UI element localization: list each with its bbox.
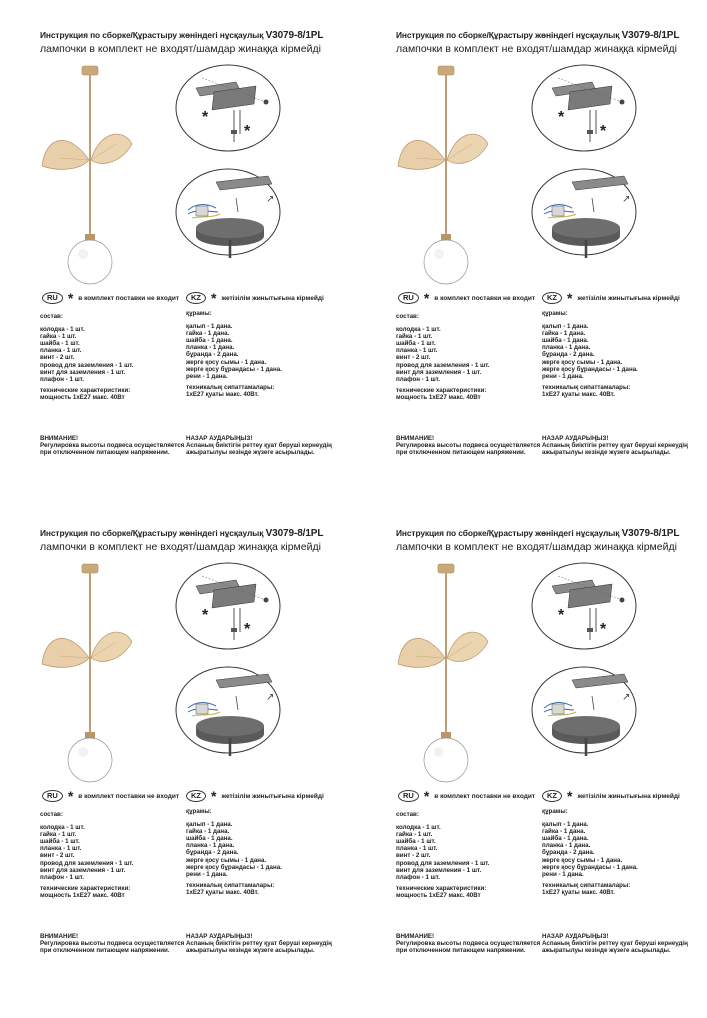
ru-badge: RU [42, 790, 63, 802]
ru-warning [40, 933, 184, 954]
canopy-wiring-diagram [530, 168, 676, 258]
pendant-lamp-illustration [40, 560, 180, 790]
ru-item: винт для заземления - 1 шт. [396, 368, 482, 376]
svg-text:*: * [558, 109, 565, 126]
kz-warning [186, 435, 332, 456]
sheet-subtitle: лампочки в комплект не входят/шамдар жинаққа кірмейді [396, 541, 677, 553]
ru-warning-line: Регулировка высоты подвеса осуществляется [396, 940, 541, 948]
kz-composition-title: құрамы: [542, 310, 568, 317]
asterisk-icon: * [423, 788, 430, 804]
kz-warning [542, 435, 688, 456]
ru-item: шайба - 1 шт. [40, 838, 80, 846]
ru-badge: RU [398, 292, 419, 304]
ru-warning-line: Регулировка высоты подвеса осуществляется [40, 940, 185, 948]
kz-item: шайба - 1 дана. [542, 835, 589, 843]
kz-legend-text: жетізілім жинытығына кірмейді [577, 294, 680, 302]
kz-item: қалып - 1 дана. [186, 323, 233, 331]
ru-composition-title: состав: [40, 811, 63, 818]
ru-item: гайка - 1 шт. [40, 831, 77, 839]
svg-text:*: * [202, 109, 209, 126]
ru-warning-line: при отключенном питающем напряжении. [40, 947, 170, 955]
ru-item: провод для заземления - 1 шт. [40, 361, 134, 369]
kz-legend-text: жетізілім жинытығына кірмейді [577, 792, 680, 800]
kz-warning [542, 933, 688, 954]
kz-warning-line: Аспаның биіктігін реттеу қуат беруші кернеудің [186, 442, 332, 450]
model-number: V3079-8/1PL [621, 528, 680, 539]
kz-item: рени - 1 дана. [186, 870, 228, 878]
asterisk-icon: * [567, 290, 573, 306]
sheet-subtitle: лампочки в комплект не входят/шамдар жинаққа кірмейді [40, 541, 321, 553]
ru-warning [40, 435, 184, 456]
kz-badge: KZ [542, 292, 562, 304]
ru-item: плафон - 1 шт. [40, 375, 84, 383]
kz-item: бұранда - 2 дана. [542, 351, 595, 359]
ru-tech-value: мощность 1xE27 макс. 40Вт [396, 891, 481, 899]
kz-item: гайка - 1 дана. [186, 828, 230, 836]
asterisk-icon: * [567, 788, 573, 804]
canopy-wiring-diagram [530, 666, 676, 756]
ru-legend-text: в комплект поставки не входит [78, 792, 180, 800]
pendant-lamp-illustration [396, 62, 536, 292]
asterisk-icon: * [211, 290, 217, 306]
svg-text:*: * [244, 123, 251, 140]
kz-item: жерге қосу бұрандасы - 1 дана. [542, 863, 638, 871]
kz-item: бұранда - 2 дана. [542, 849, 595, 857]
kz-item: шайба - 1 дана. [186, 835, 233, 843]
ru-composition [396, 313, 489, 401]
ru-item: плафон - 1 шт. [40, 873, 84, 881]
svg-text:↗: ↗ [266, 194, 275, 205]
instruction-sheet [40, 528, 385, 1018]
kz-item: шайба - 1 дана. [186, 337, 233, 345]
svg-text:*: * [244, 621, 251, 638]
ru-composition [40, 313, 133, 401]
ru-item: колодка - 1 шт. [396, 824, 441, 832]
ru-item: провод для заземления - 1 шт. [40, 859, 134, 867]
svg-text:↗: ↗ [266, 692, 275, 703]
kz-warning-line: ажыратылуы кезінде жүзеге асырылады. [186, 947, 315, 955]
ru-badge: RU [42, 292, 63, 304]
kz-item: шайба - 1 дана. [542, 337, 589, 345]
svg-text:↗: ↗ [622, 692, 631, 703]
kz-item: жерге қосу бұрандасы - 1 дана. [186, 365, 282, 373]
ru-item: винт - 2 шт. [40, 354, 75, 362]
title-prefix: Инструкция по сборке/Құрастыру жөніндегі нұсқаулық [40, 30, 264, 40]
ru-item: планка - 1 шт. [396, 845, 438, 853]
kz-composition [186, 310, 282, 398]
ru-tech-title: технические характеристики: [396, 884, 487, 892]
kz-tech-value: 1xE27 қуаты макс. 40Вт. [542, 390, 615, 398]
ru-warning-title: ВНИМАНИЕ! [396, 435, 435, 442]
legend-ru [42, 790, 179, 802]
ru-item: планка - 1 шт. [40, 347, 82, 355]
legend-kz [186, 292, 324, 304]
ru-item: провод для заземления - 1 шт. [396, 859, 490, 867]
kz-composition-title: құрамы: [186, 310, 212, 317]
kz-warning-title: НАЗАР АУДАРЫҢЫЗ! [186, 933, 253, 940]
ru-composition [40, 811, 133, 899]
ru-composition-title: состав: [40, 313, 63, 320]
ru-item: колодка - 1 шт. [40, 824, 85, 832]
ru-item: шайба - 1 шт. [40, 340, 80, 348]
ru-warning-line: Регулировка высоты подвеса осуществляется [40, 442, 185, 450]
svg-text:↗: ↗ [622, 194, 631, 205]
legend-ru [42, 292, 179, 304]
sheet-title [40, 30, 323, 41]
ru-item: шайба - 1 шт. [396, 838, 436, 846]
legend-ru [398, 790, 535, 802]
kz-warning-title: НАЗАР АУДАРЫҢЫЗ! [542, 933, 609, 940]
mounting-plate-diagram [530, 64, 676, 154]
kz-item: жерге қосу бұрандасы - 1 дана. [542, 365, 638, 373]
kz-item: жерге қосу сымы - 1 дана. [186, 358, 267, 366]
ru-tech-title: технические характеристики: [40, 884, 131, 892]
ru-item: колодка - 1 шт. [40, 326, 85, 334]
kz-badge: KZ [186, 292, 206, 304]
kz-item: жерге қосу сымы - 1 дана. [542, 856, 623, 864]
kz-item: жерге қосу сымы - 1 дана. [542, 358, 623, 366]
ru-tech-value: мощность 1xE27 макс. 40Вт [396, 393, 481, 401]
ru-tech-value: мощность 1xE27 макс. 40Вт [40, 891, 125, 899]
canopy-wiring-diagram [174, 666, 320, 756]
ru-composition-title: состав: [396, 811, 419, 818]
kz-composition [542, 310, 638, 398]
kz-item: планка - 1 дана. [186, 344, 235, 352]
ru-item: колодка - 1 шт. [396, 326, 441, 334]
model-number: V3079-8/1PL [265, 528, 324, 539]
title-prefix: Инструкция по сборке/Құрастыру жөніндегі нұсқаулық [396, 30, 620, 40]
kz-item: планка - 1 дана. [542, 842, 591, 850]
mounting-plate-diagram [530, 562, 676, 652]
instruction-sheet [40, 30, 385, 520]
kz-item: жерге қосу бұрандасы - 1 дана. [186, 863, 282, 871]
ru-legend-text: в комплект поставки не входит [434, 792, 536, 800]
pendant-lamp-illustration [396, 560, 536, 790]
kz-item: рени - 1 дана. [186, 372, 228, 380]
ru-item: винт - 2 шт. [40, 852, 75, 860]
ru-warning-title: ВНИМАНИЕ! [396, 933, 435, 940]
mounting-plate-diagram [174, 64, 320, 154]
legend-kz [542, 292, 680, 304]
kz-warning-title: НАЗАР АУДАРЫҢЫЗ! [542, 435, 609, 442]
kz-warning-line: Аспаның биіктігін реттеу қуат беруші кернеудің [186, 940, 332, 948]
legend-kz [542, 790, 680, 802]
kz-item: қалып - 1 дана. [542, 323, 589, 331]
instruction-sheet [396, 528, 707, 1018]
svg-text:*: * [600, 621, 607, 638]
ru-composition-title: состав: [396, 313, 419, 320]
kz-item: қалып - 1 дана. [542, 821, 589, 829]
kz-tech-title: техникалық сипаттамалары: [542, 383, 631, 391]
kz-badge: KZ [542, 790, 562, 802]
ru-warning-line: при отключенном питающем напряжении. [40, 449, 170, 457]
ru-item: планка - 1 шт. [40, 845, 82, 853]
kz-warning-line: Аспаның биіктігін реттеу қуат беруші кернеудің [542, 940, 688, 948]
ru-warning [396, 435, 540, 456]
ru-legend-text: в комплект поставки не входит [434, 294, 536, 302]
kz-item: жерге қосу сымы - 1 дана. [186, 856, 267, 864]
ru-item: винт для заземления - 1 шт. [396, 866, 482, 874]
ru-tech-value: мощность 1xE27 макс. 40Вт [40, 393, 125, 401]
kz-tech-value: 1xE27 қуаты макс. 40Вт. [542, 888, 615, 896]
kz-item: гайка - 1 дана. [186, 330, 230, 338]
sheet-subtitle: лампочки в комплект не входят/шамдар жинаққа кірмейді [396, 43, 677, 55]
ru-item: провод для заземления - 1 шт. [396, 361, 490, 369]
kz-warning-title: НАЗАР АУДАРЫҢЫЗ! [186, 435, 253, 442]
svg-text:*: * [202, 607, 209, 624]
asterisk-icon: * [211, 788, 217, 804]
sheet-title [40, 528, 323, 539]
ru-item: винт - 2 шт. [396, 354, 431, 362]
mounting-plate-diagram [174, 562, 320, 652]
kz-warning-line: ажыратылуы кезінде жүзеге асырылады. [542, 947, 671, 955]
legend-ru [398, 292, 535, 304]
pendant-lamp-illustration [40, 62, 180, 292]
kz-badge: KZ [186, 790, 206, 802]
ru-tech-title: технические характеристики: [40, 386, 131, 394]
instruction-sheet [396, 30, 707, 520]
kz-composition-title: құрамы: [186, 808, 212, 815]
svg-text:*: * [558, 607, 565, 624]
asterisk-icon: * [67, 290, 74, 306]
ru-item: гайка - 1 шт. [40, 333, 77, 341]
ru-item: винт - 2 шт. [396, 852, 431, 860]
svg-text:*: * [600, 123, 607, 140]
ru-warning [396, 933, 540, 954]
kz-composition-title: құрамы: [542, 808, 568, 815]
kz-warning [186, 933, 332, 954]
asterisk-icon: * [67, 788, 74, 804]
sheet-title [396, 528, 679, 539]
ru-item: винт для заземления - 1 шт. [40, 866, 126, 874]
kz-tech-value: 1xE27 қуаты макс. 40Вт. [186, 390, 259, 398]
ru-warning-line: Регулировка высоты подвеса осуществляется [396, 442, 541, 450]
kz-item: рени - 1 дана. [542, 870, 584, 878]
kz-legend-text: жетізілім жинытығына кірмейді [221, 294, 324, 302]
ru-item: плафон - 1 шт. [396, 375, 440, 383]
kz-item: қалып - 1 дана. [186, 821, 233, 829]
ru-item: планка - 1 шт. [396, 347, 438, 355]
ru-warning-line: при отключенном питающем напряжении. [396, 947, 526, 955]
kz-item: планка - 1 дана. [542, 344, 591, 352]
kz-item: бұранда - 2 дана. [186, 351, 239, 359]
kz-item: гайка - 1 дана. [542, 828, 586, 836]
kz-tech-title: техникалық сипаттамалары: [186, 881, 275, 889]
kz-warning-line: Аспаның биіктігін реттеу қуат беруші кернеудің [542, 442, 688, 450]
ru-item: плафон - 1 шт. [396, 873, 440, 881]
ru-item: шайба - 1 шт. [396, 340, 436, 348]
kz-legend-text: жетізілім жинытығына кірмейді [221, 792, 324, 800]
ru-tech-title: технические характеристики: [396, 386, 487, 394]
ru-legend-text: в комплект поставки не входит [78, 294, 180, 302]
kz-tech-value: 1xE27 қуаты макс. 40Вт. [186, 888, 259, 896]
ru-warning-title: ВНИМАНИЕ! [40, 933, 79, 940]
kz-item: рени - 1 дана. [542, 372, 584, 380]
sheet-title [396, 30, 679, 41]
asterisk-icon: * [423, 290, 430, 306]
title-prefix: Инструкция по сборке/Құрастыру жөніндегі нұсқаулық [40, 528, 264, 538]
kz-warning-line: ажыратылуы кезінде жүзеге асырылады. [542, 449, 671, 457]
ru-composition [396, 811, 489, 899]
model-number: V3079-8/1PL [621, 30, 680, 41]
kz-composition [542, 808, 638, 896]
kz-tech-title: техникалық сипаттамалары: [542, 881, 631, 889]
model-number: V3079-8/1PL [265, 30, 324, 41]
ru-badge: RU [398, 790, 419, 802]
kz-item: бұранда - 2 дана. [186, 849, 239, 857]
sheet-subtitle: лампочки в комплект не входят/шамдар жинаққа кірмейді [40, 43, 321, 55]
legend-kz [186, 790, 324, 802]
kz-item: гайка - 1 дана. [542, 330, 586, 338]
canopy-wiring-diagram [174, 168, 320, 258]
kz-tech-title: техникалық сипаттамалары: [186, 383, 275, 391]
ru-warning-title: ВНИМАНИЕ! [40, 435, 79, 442]
ru-warning-line: при отключенном питающем напряжении. [396, 449, 526, 457]
kz-item: планка - 1 дана. [186, 842, 235, 850]
ru-item: гайка - 1 шт. [396, 831, 433, 839]
kz-warning-line: ажыратылуы кезінде жүзеге асырылады. [186, 449, 315, 457]
kz-composition [186, 808, 282, 896]
ru-item: гайка - 1 шт. [396, 333, 433, 341]
title-prefix: Инструкция по сборке/Құрастыру жөніндегі нұсқаулық [396, 528, 620, 538]
ru-item: винт для заземления - 1 шт. [40, 368, 126, 376]
